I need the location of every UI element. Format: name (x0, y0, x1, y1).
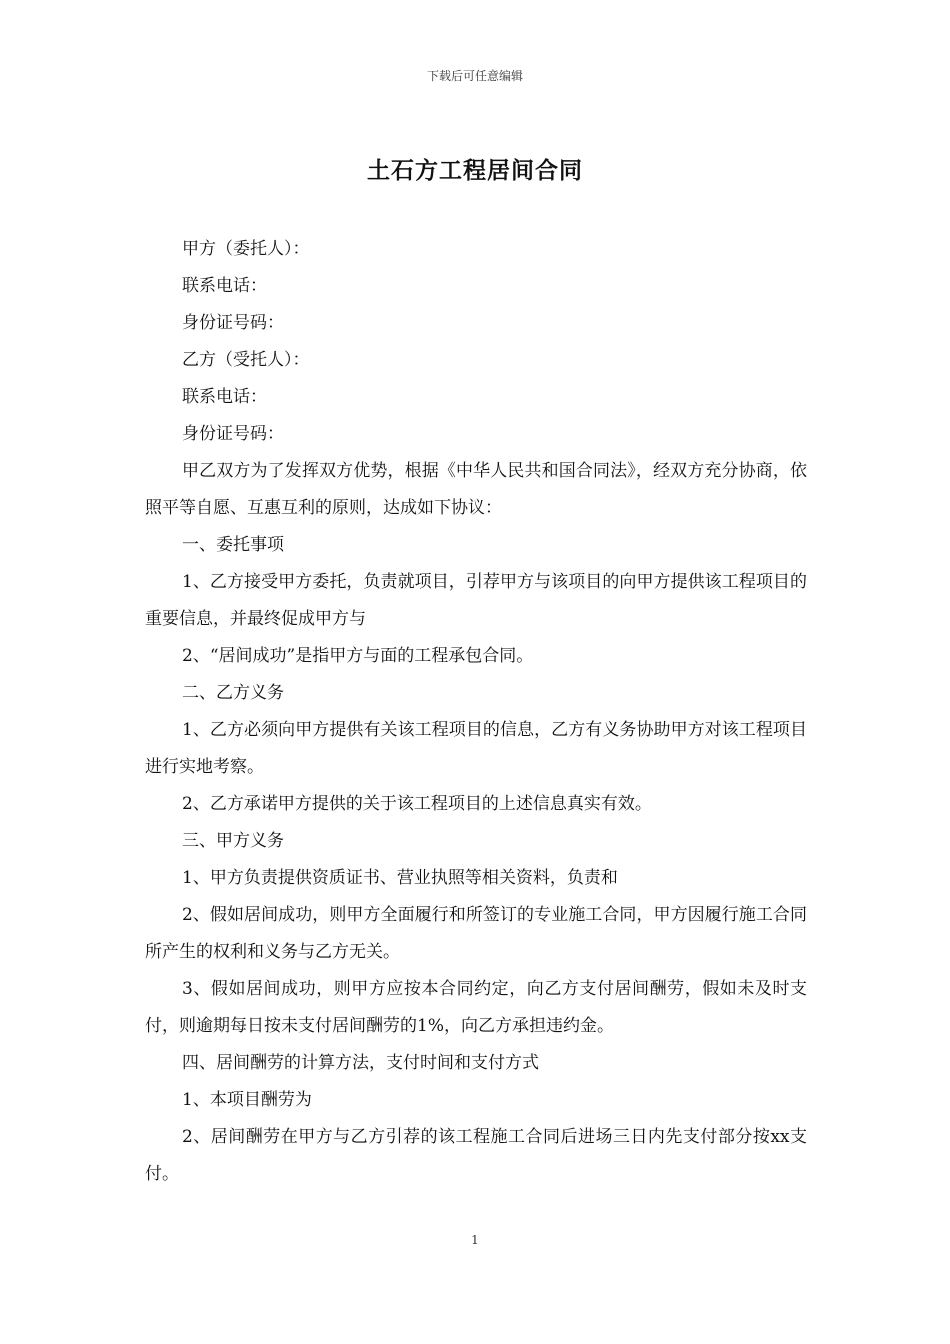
section-heading: 三、甲方义务 (182, 831, 284, 851)
party-b-phone: 联系电话： (182, 387, 267, 407)
clause: 2、居间酬劳在甲方与乙方引荐的该工程施工合同后进场三日内先支付部分按xx支付。 (145, 1127, 807, 1184)
clause: 2、“居间成功”是指甲方与面的工程承包合同。 (182, 646, 534, 666)
page-number: 1 (471, 1233, 479, 1247)
clause: 1、乙方接受甲方委托，负责就项目，引荐甲方与该项目的向甲方提供该工程项目的重要信息，并最终促成甲方与 (145, 572, 807, 629)
clause: 1、乙方必须向甲方提供有关该工程项目的信息，乙方有义务协助甲方对该工程项目进行实地考察。 (145, 720, 807, 777)
section-heading: 一、委托事项 (182, 535, 284, 555)
clause: 1、本项目酬劳为 (182, 1090, 312, 1110)
party-b-label: 乙方（受托人）： (182, 350, 310, 370)
preamble: 甲乙双方为了发挥双方优势，根据《中华人民共和国合同法》，经双方充分协商，依照平等自愿、互惠互利的原则，达成如下协议： (145, 461, 807, 518)
clause: 1、甲方负责提供资质证书、营业执照等相关资料，负责和 (182, 868, 618, 888)
party-a-label: 甲方（委托人）： (182, 239, 310, 259)
section-heading: 四、居间酬劳的计算方法，支付时间和支付方式 (182, 1053, 539, 1073)
page-header: 下载后可任意编辑 (426, 69, 523, 83)
document-title: 土石方工程居间合同 (367, 157, 583, 184)
party-b-id: 身份证号码： (182, 424, 284, 444)
clause: 2、假如居间成功，则甲方全面履行和所签订的专业施工合同，甲方因履行施工合同所产生的权利和义务与乙方无关。 (145, 905, 807, 962)
section-heading: 二、乙方义务 (182, 683, 284, 703)
document-body (145, 231, 807, 1193)
clause: 2、乙方承诺甲方提供的关于该工程项目的上述信息真实有效。 (182, 794, 652, 814)
clause: 3、假如居间成功，则甲方应按本合同约定，向乙方支付居间酬劳，假如未及时支付，则逾期每日按未支付居间酬劳的1%，向乙方承担违约金。 (145, 979, 807, 1036)
party-a-phone: 联系电话： (182, 276, 267, 296)
party-a-id: 身份证号码： (182, 313, 284, 333)
